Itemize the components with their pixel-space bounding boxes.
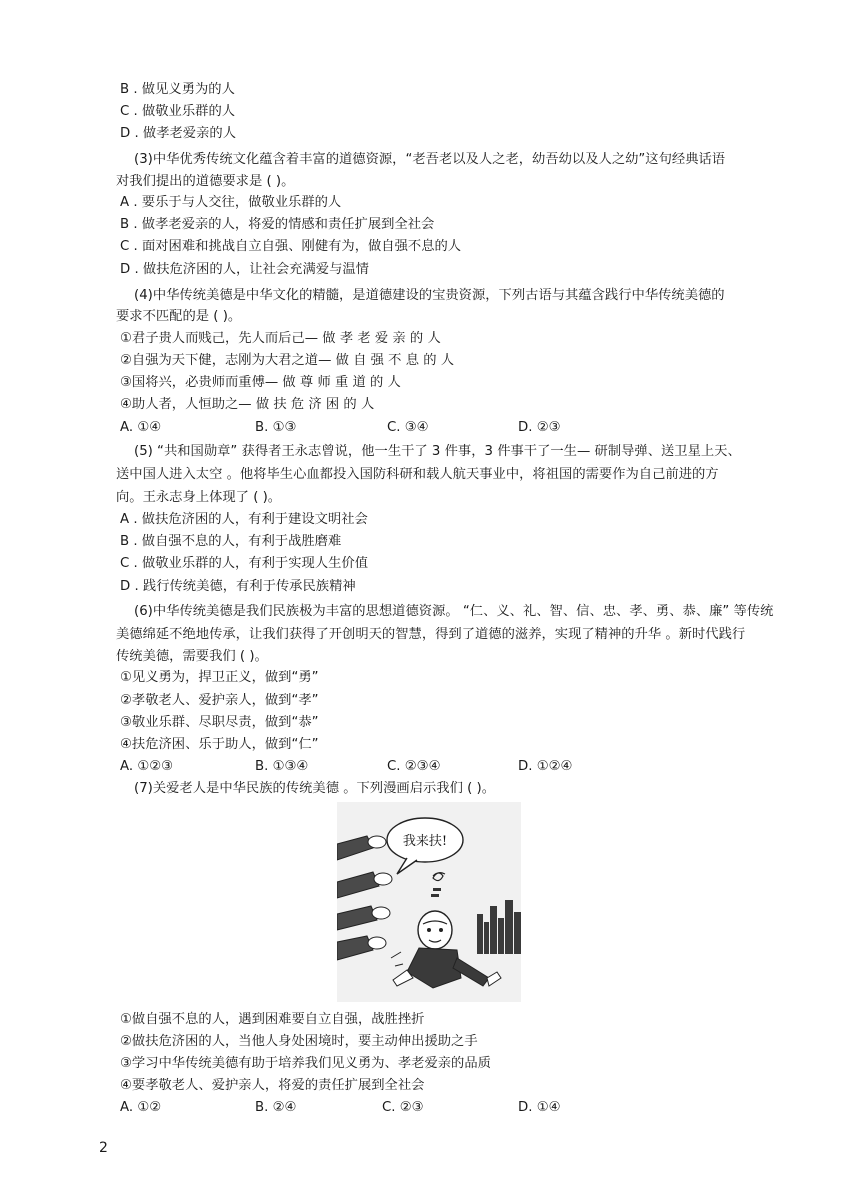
q2-option-b: B . 做见义勇为的人: [120, 82, 235, 97]
page-number: 2: [99, 1140, 108, 1156]
q4-option-d: D. ②③: [518, 420, 561, 435]
q4-option-b: B. ①③: [255, 420, 297, 435]
q7-item-2: ②做扶危济困的人，当他人身处困境时，要主动伸出援助之手: [120, 1034, 478, 1049]
q7-item-1: ①做自强不息的人，遇到困难要自立自强，战胜挫折: [120, 1012, 425, 1027]
q4-item-2: ②自强为天下健，志刚为大君之道— 做 自 强 不 息 的 人: [120, 353, 455, 368]
q7-item-4: ④要孝敬老人、爱护亲人，将爱的责任扩展到全社会: [120, 1078, 425, 1093]
q7-option-a: A. ①②: [120, 1100, 162, 1115]
q4-option-a: A. ①④: [120, 420, 162, 435]
q3-option-d: D . 做扶危济困的人，让社会充满爱与温情: [120, 262, 369, 277]
q7-option-c: C. ②③: [382, 1100, 424, 1115]
cartoon-bubble-text: 我来扶!: [402, 834, 448, 849]
q5-stem-line2: 送中国人进入太空 。他将毕生心血都投入国防科研和载人航天事业中，将祖国的需要作为自己前进的方: [116, 467, 719, 482]
q7-stem: (7)关爱老人是中华民族的传统美德 。下列漫画启示我们 ( )。: [134, 781, 496, 796]
q4-stem-line1: (4)中华传统美德是中华文化的精髓，是道德建设的宝贵资源，下列古语与其蕴含践行中华传统美德的: [134, 288, 725, 303]
q5-stem-line3: 向。王永志身上体现了 ( )。: [116, 490, 282, 505]
q3-stem-line1: (3)中华优秀传统文化蕴含着丰富的道德资源，“老吾老以及人之老，幼吾幼以及人之幼”这句经典话语: [134, 152, 726, 167]
q6-option-c: C. ②③④: [387, 759, 441, 774]
q6-stem-line1: (6)中华传统美德是我们民族极为丰富的思想道德资源。 “仁、义、礼、智、信、忠、孝、勇、恭、廉” 等传统: [134, 604, 774, 619]
q5-option-d: D . 践行传统美德，有利于传承民族精神: [120, 579, 356, 594]
q3-stem-line2: 对我们提出的道德要求是 ( )。: [116, 174, 295, 189]
q4-item-1: ①君子贵人而贱己，先人而后己— 做 孝 老 爱 亲 的 人: [120, 331, 441, 346]
q4-option-c: C. ③④: [387, 420, 429, 435]
q6-item-3: ③敬业乐群、尽职尽责，做到“恭”: [120, 715, 319, 730]
q6-item-4: ④扶危济困、乐于助人，做到“仁”: [120, 737, 319, 752]
q5-stem-line1: (5) “共和国勋章” 获得者王永志曾说，他一生干了 3 件事，3 件事干了一生— 研制导弹、送卫星上天、: [134, 444, 741, 459]
q6-option-a: A. ①②③: [120, 759, 174, 774]
q4-item-4: ④助人者，人恒助之— 做 扶 危 济 困 的 人: [120, 397, 375, 412]
q2-option-c: C . 做敬业乐群的人: [120, 104, 236, 119]
q3-option-a: A . 要乐于与人交往，做敬业乐群的人: [120, 195, 342, 210]
q6-item-1: ①见义勇为，捍卫正义，做到“勇”: [120, 670, 319, 685]
q6-item-2: ②孝敬老人、爱护亲人，做到“孝”: [120, 693, 319, 708]
q6-stem-line2: 美德绵延不绝地传承，让我们获得了开创明天的智慧，得到了道德的滋养，实现了精神的升华 。新时代践行: [116, 627, 746, 642]
q7-item-3: ③学习中华传统美德有助于培养我们见义勇为、孝老爱亲的品质: [120, 1056, 491, 1071]
q5-option-c: C . 做敬业乐群的人，有利于实现人生价值: [120, 556, 369, 571]
q5-option-b: B . 做自强不息的人，有利于战胜磨难: [120, 534, 342, 549]
q3-option-c: C . 面对困难和挑战自立自强、刚健有为，做自强不息的人: [120, 239, 462, 254]
q4-stem-line2: 要求不匹配的是 ( )。: [116, 309, 242, 324]
q2-option-d: D . 做孝老爱亲的人: [120, 126, 236, 141]
q3-option-b: B . 做孝老爱亲的人，将爱的情感和责任扩展到全社会: [120, 217, 435, 232]
q6-option-b: B. ①③④: [255, 759, 309, 774]
cartoon-illustration: [337, 802, 521, 1002]
q4-item-3: ③国将兴，必贵师而重傅— 做 尊 师 重 道 的 人: [120, 375, 401, 390]
q7-option-b: B. ②④: [255, 1100, 297, 1115]
q5-option-a: A . 做扶危济困的人，有利于建设文明社会: [120, 512, 368, 527]
q7-option-d: D. ①④: [518, 1100, 561, 1115]
q6-stem-line3: 传统美德，需要我们 ( )。: [116, 649, 268, 664]
q6-option-d: D. ①②④: [518, 759, 573, 774]
